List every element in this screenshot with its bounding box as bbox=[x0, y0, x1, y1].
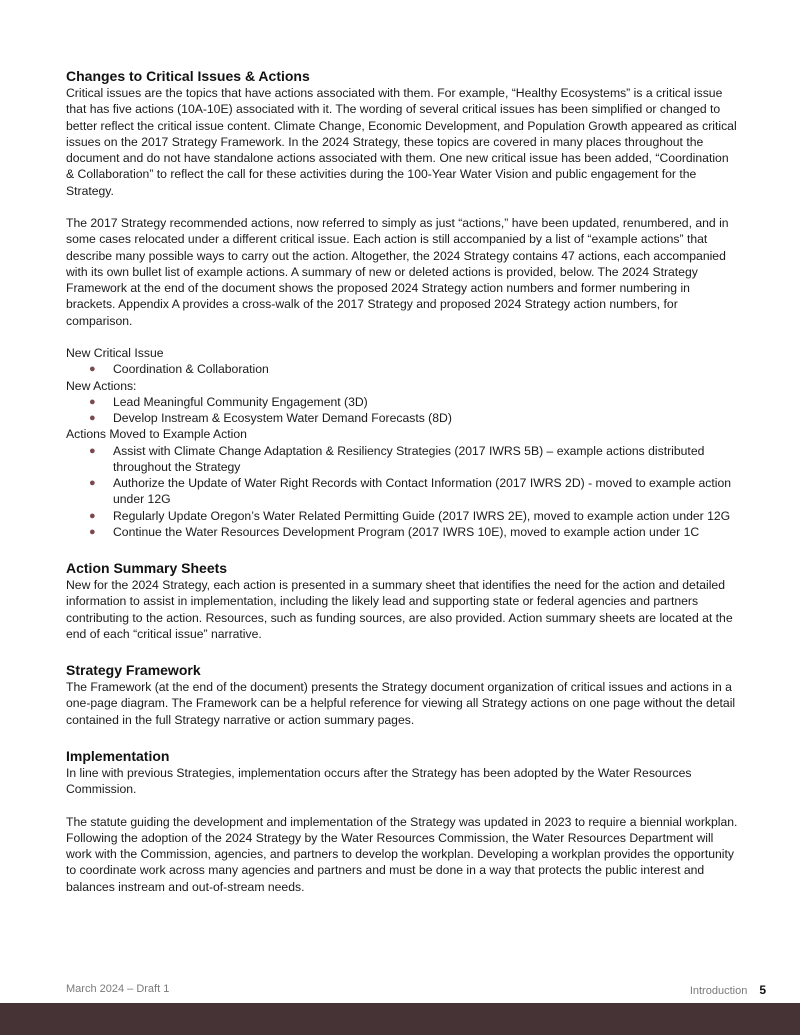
list-item bbox=[66, 443, 738, 476]
list-label: Actions Moved to Example Action bbox=[66, 427, 247, 442]
section-heading: Changes to Critical Issues & Actions bbox=[66, 68, 310, 84]
section-heading: Implementation bbox=[66, 747, 170, 764]
list-item bbox=[66, 361, 738, 377]
list-label: New Actions: bbox=[66, 378, 137, 393]
bullet-icon: ● bbox=[89, 444, 96, 457]
page-footer bbox=[66, 983, 766, 997]
list-item-text: Continue the Water Resources Development Program (2017 IWRS 10E), moved to example action under 1C bbox=[113, 524, 700, 539]
bullet-icon: ● bbox=[89, 395, 96, 408]
list-item-text: Assist with Climate Change Adaptation & Resiliency Strategies (2017 IWRS 5B) – example actions distributed throughout the Strategy bbox=[113, 443, 705, 474]
paragraph: The Framework (at the end of the document) presents the Strategy document organization of critical issues and actions in a one-page diagram. The Framework can be a helpful reference for viewing all Strategy actions on one page without the detail contained in the full Strategy narrative or action summary pages. bbox=[66, 680, 736, 727]
bullet-icon: ● bbox=[89, 477, 96, 489]
list-item-text: Regularly Update Oregon’s Water Related Permitting Guide (2017 IWRS 2E), moved to example action under 12G bbox=[113, 508, 731, 523]
section-heading: Action Summary Sheets bbox=[66, 560, 228, 576]
list-item-text: Develop Instream & Ecosystem Water Demand Forecasts (8D) bbox=[113, 411, 452, 425]
footer-section: Introduction bbox=[689, 985, 748, 997]
paragraph: New for the 2024 Strategy, each action is presented in a summary sheet that identifies the need for the action and detailed information to assist in implementation, including the likely lead and supporting state or federal agencies and partners contributing to the action. Resources, such as funding sources, are also provided. Action summary sheets are located at the end of each “critical issue” narrative. bbox=[66, 578, 733, 641]
section-heading: Strategy Framework bbox=[66, 662, 201, 678]
bullet-icon: ● bbox=[89, 525, 96, 538]
paragraph: In line with previous Strategies, implementation occurs after the Strategy has been adopted by the Water Resources Commission. bbox=[66, 765, 692, 796]
list-item bbox=[66, 410, 738, 426]
list-item-text: Authorize the Update of Water Right Records with Contact Information (2017 IWRS 2D) - moved to example action under 12G bbox=[113, 476, 732, 507]
bullet-list bbox=[66, 361, 738, 377]
footer-date: March 2024 – Draft 1 bbox=[66, 983, 170, 995]
bullet-icon: ● bbox=[89, 363, 96, 376]
list-label: New Critical Issue bbox=[66, 346, 164, 360]
change-lists bbox=[66, 345, 738, 540]
page-number: 5 bbox=[759, 983, 766, 997]
list-item bbox=[66, 475, 738, 508]
page-content bbox=[66, 67, 738, 895]
paragraph: Critical issues are the topics that have actions associated with them. For example, “Healthy Ecosystems” is a critical issue that has five actions (10A-10E) associated with it. The wording of several critical issues has been simplified or changed to better reflect the critical issue content. Climate Change, Economic Development, and Population Growth appeared as critical issues on the 2017 Strategy Framework. In the 2024 Strategy, these topics are covered in many places throughout the document and do not have standalone actions associated with them. One new critical issue has been added, “Coordination & Collaboration” to reflect the call for these activities during the 100-Year Water Vision and public engagement for the Strategy. bbox=[66, 86, 737, 198]
paragraph: The statute guiding the development and implementation of the Strategy was updated in 2023 to require a biennial workplan. Following the adoption of the 2024 Strategy by the Water Resources Commission, the Water Resources Department will work with the Commission, agencies, and partners to develop the workplan. Developing a workplan provides the opportunity to coordinate work across many agencies and partners and must be done in a way that protects the public interest and balances instream and out-of-stream needs. bbox=[66, 814, 738, 894]
bullet-list bbox=[66, 394, 738, 427]
bullet-icon: ● bbox=[89, 509, 96, 522]
bullet-icon: ● bbox=[89, 412, 96, 424]
list-item bbox=[66, 524, 738, 540]
footer-bar bbox=[0, 1003, 800, 1035]
list-item-text: Coordination & Collaboration bbox=[113, 362, 269, 377]
paragraph: The 2017 Strategy recommended actions, now referred to simply as just “actions,” have been updated, renumbered, and in some cases relocated under a different critical issue. Each action is still accompanied by a list of “example actions” that describe many possible ways to carry out the action. Altogether, the 2024 Strategy contains 47 actions, each accompanied with its own bullet list of example actions. A summary of new or deleted actions is provided, below. The 2024 Strategy Framework at the end of the document shows the proposed 2024 Strategy action numbers and former numbering in brackets. Appendix A provides a cross-walk of the 2017 Strategy and proposed 2024 Strategy action numbers, for comparison. bbox=[66, 216, 729, 328]
list-item bbox=[66, 508, 738, 524]
list-item-text: Lead Meaningful Community Engagement (3D) bbox=[113, 394, 368, 409]
bullet-list bbox=[66, 443, 738, 541]
list-item bbox=[66, 394, 738, 410]
footer-right bbox=[690, 983, 766, 997]
